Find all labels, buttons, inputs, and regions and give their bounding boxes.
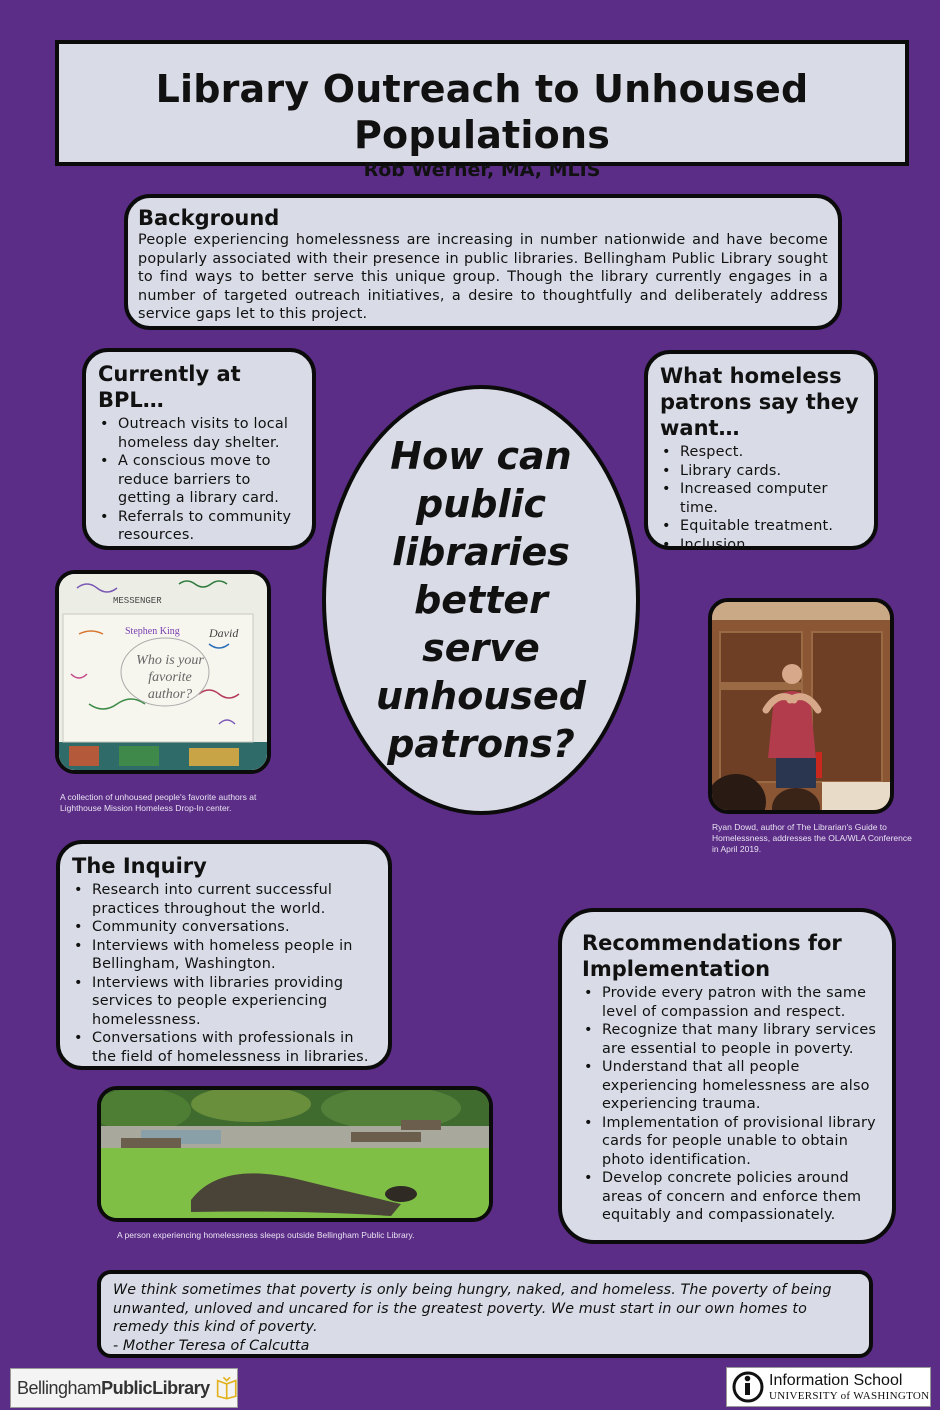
logo-line-1: Information School <box>769 1371 903 1389</box>
park-caption: A person experiencing homelessness sleeps outside Bellingham Public Library. <box>117 1230 415 1240</box>
list-item: • Community conversations. <box>72 918 376 937</box>
list-item: • Develop concrete policies around areas of concern and enforce them equitably and compassionately. <box>582 1169 878 1225</box>
quote-attribution: - Mother Teresa of Calcutta <box>113 1337 310 1354</box>
quote-text: We think sometimes that poverty is only being hungry, naked, and homeless. The poverty of being unwanted, unloved and uncared for is the greatest poverty. We must start in our own homes to remedy this kind of poverty. <box>113 1282 832 1335</box>
speaker-photo <box>708 598 894 814</box>
information-school-logo <box>726 1367 931 1407</box>
recommendations-section <box>558 908 896 1244</box>
quote-section <box>97 1270 873 1358</box>
logo-line-2: UNIVERSITY of WASHINGTON <box>769 1389 930 1402</box>
list-item: • Equitable treatment. <box>660 517 862 536</box>
background-heading: Background <box>138 206 280 230</box>
inquiry-section <box>56 840 392 1070</box>
list-item: • Referrals to community resources. <box>98 508 300 545</box>
list-item: • Implementation of provisional library cards for people unable to obtain photo identification. <box>582 1114 878 1170</box>
list-item: • Increased computer time. <box>660 480 862 517</box>
wants-section <box>644 350 878 553</box>
poster-title: Library Outreach to Unhoused Populations <box>155 67 809 157</box>
book-icon <box>216 1374 237 1402</box>
list-item: • Research into current successful practices throughout the world. <box>72 881 376 918</box>
park-illustration <box>101 1090 489 1218</box>
list-item: • Interviews with homeless people in Bellingham, Washington. <box>72 937 376 974</box>
list-item: • A conscious move to reduce barriers to getting a library card. <box>98 452 300 508</box>
wants-list <box>660 443 862 554</box>
list-item: • Provide every patron with the same level of compassion and respect. <box>582 984 878 1021</box>
speaker-illustration <box>712 602 890 810</box>
logo-text-light: Bellingham <box>17 1377 102 1398</box>
list-item: • Recognize that many library services are essential to people in poverty. <box>582 1021 878 1058</box>
ischool-icon <box>731 1370 765 1404</box>
logo-text-bold: PublicLibrary <box>101 1377 210 1398</box>
current-list <box>98 415 300 545</box>
whiteboard-name: Stephen King <box>125 626 180 637</box>
background-text: People experiencing homelessness are increasing in number nationwide and have become popularly associated with their presence in public libraries. Bellingham Public Library sought to find ways to better serve this unique group. Though the library currently engages in a number of targeted outreach initiatives, a desire to thoughtfully and deliberately address service gaps let to this project. <box>138 232 828 322</box>
list-item: • Library cards. <box>660 462 862 481</box>
bellingham-library-logo <box>10 1368 238 1408</box>
title-banner <box>55 40 909 181</box>
speaker-caption: Ryan Dowd, author of The Librarian's Guide to Homelessness, addresses the OLA/WLA Conference in April 2019. <box>712 822 912 854</box>
central-question <box>322 385 640 815</box>
poster-author: Rob Werner, MA, MLIS <box>363 159 601 181</box>
current-heading: Currently at BPL… <box>98 362 241 412</box>
park-photo <box>97 1086 493 1222</box>
list-item: • Understand that all people experiencing homelessness are also experiencing trauma. <box>582 1058 878 1114</box>
current-section <box>82 348 316 550</box>
whiteboard-name: David <box>209 626 239 640</box>
recommendations-heading: Recommendations for Implementation <box>582 931 842 981</box>
list-item: • Respect. <box>660 443 862 462</box>
inquiry-heading: The Inquiry <box>72 854 207 878</box>
background-section <box>124 194 842 330</box>
list-item: • Conversations with professionals in the field of homelessness in libraries. <box>72 1029 376 1066</box>
whiteboard-question: Who is your favorite author? <box>136 653 204 702</box>
list-item: • Outreach visits to local homeless day shelter. <box>98 415 300 452</box>
whiteboard-name: MESSENGER <box>113 596 162 606</box>
whiteboard-caption: A collection of unhoused people's favorite authors at Lighthouse Mission Homeless Drop-In center. <box>60 792 257 813</box>
recommendations-list <box>582 984 878 1225</box>
list-item: • Interviews with libraries providing services to people experiencing homelessness. <box>72 974 376 1030</box>
inquiry-list <box>72 881 376 1066</box>
question-text: How can public libraries better serve unhoused patrons? <box>376 434 586 766</box>
whiteboard-photo <box>55 570 271 774</box>
wants-heading: What homeless patrons say they want… <box>660 364 859 440</box>
list-item: • Inclusion <box>660 536 862 555</box>
